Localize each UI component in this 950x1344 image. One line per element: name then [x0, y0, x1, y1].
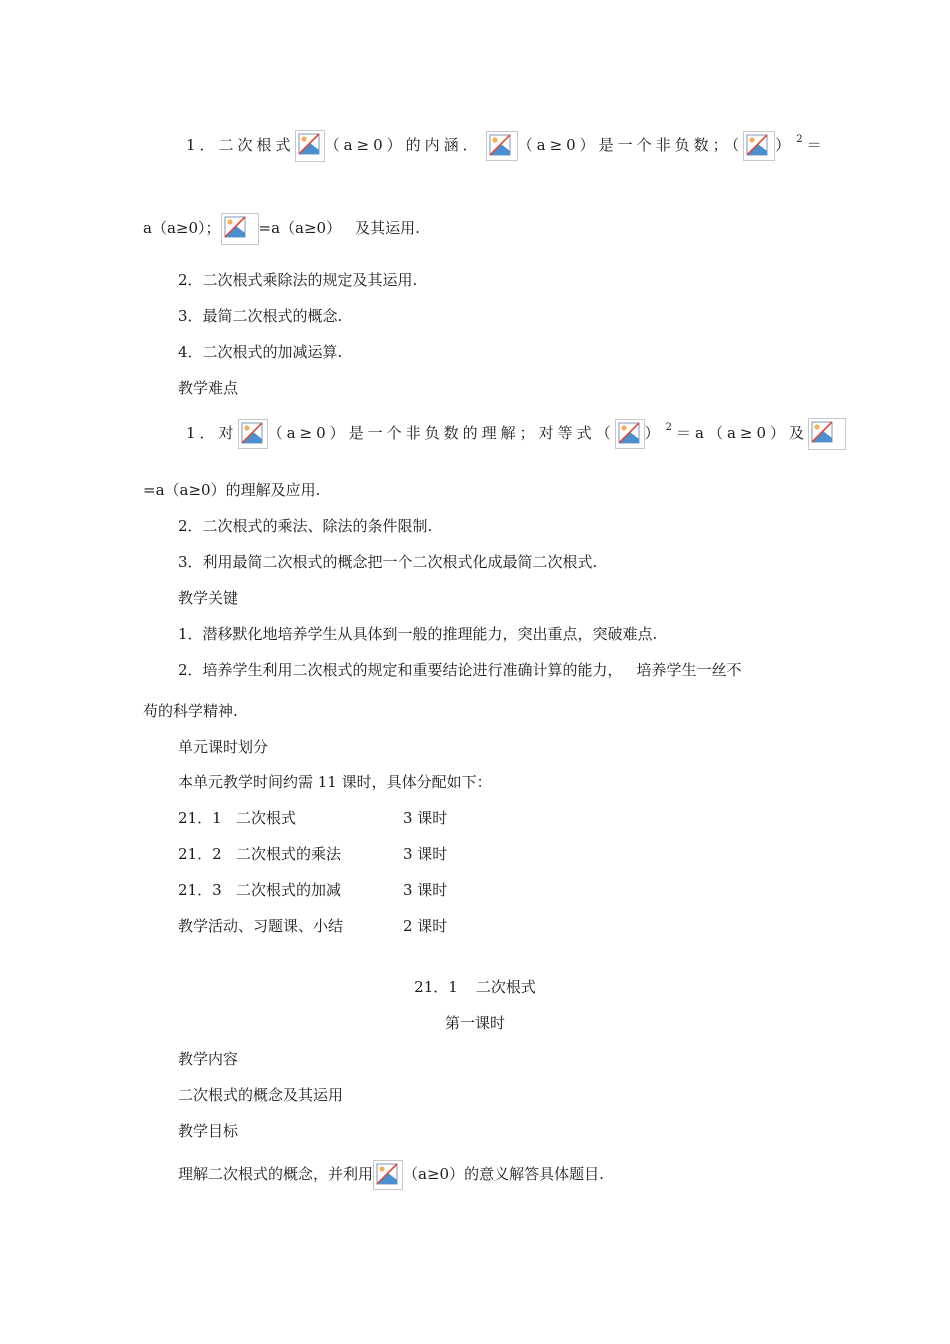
broken-image-icon	[295, 130, 325, 162]
section-title: 二次根式的加减	[236, 881, 342, 899]
broken-image-icon	[221, 213, 259, 245]
text: 培养学生一丝不	[636, 661, 742, 679]
section-heading-content: 教学内容	[178, 1050, 239, 1068]
key-item-2-continuation: 苟的科学精神.	[143, 702, 238, 720]
hours: 2 课时	[403, 917, 448, 935]
section-title: 教学活动、习题课、小结	[178, 917, 344, 935]
schedule-row	[178, 880, 447, 900]
text: （a≥0）是一个非负数的理解；对等式（	[267, 424, 615, 442]
schedule-row	[178, 916, 447, 936]
hours: 3 课时	[403, 809, 448, 827]
focus-item-1-continuation	[143, 213, 420, 245]
item-number: 1．	[186, 136, 219, 154]
text: 二次根式	[218, 136, 295, 154]
text: （a≥0）的内涵．	[324, 136, 482, 154]
text: 对	[218, 424, 238, 442]
text: （a≥0）的意义解答具体题目.	[403, 1165, 604, 1183]
lesson-goal	[178, 1160, 604, 1190]
key-item-1: 1．潜移默化地培养学生从具体到一般的推理能力，突出重点，突破难点.	[178, 625, 658, 643]
difficulty-item-1-line	[186, 418, 846, 450]
text: ＝a（a≥0）及	[676, 424, 809, 442]
difficulty-item-1-continuation: =a（a≥0）的理解及应用.	[143, 481, 321, 499]
text: ）	[775, 136, 795, 154]
section-heading-keys: 教学关键	[178, 589, 239, 607]
lesson-content: 二次根式的概念及其运用	[178, 1086, 344, 1104]
text: =a（a≥0）	[258, 219, 342, 237]
schedule-row	[178, 808, 447, 828]
superscript: 2	[796, 134, 807, 145]
section-heading-goals: 教学目标	[178, 1122, 239, 1140]
text: ＝	[806, 136, 826, 154]
broken-image-icon	[743, 131, 775, 161]
text: ）	[644, 424, 664, 442]
difficulty-item-3: 3．利用最简二次根式的概念把一个二次根式化成最简二次根式.	[178, 553, 598, 571]
schedule-intro: 本单元教学时间约需 11 课时，具体分配如下：	[178, 773, 492, 791]
focus-item-2: 2．二次根式乘除法的规定及其运用.	[178, 271, 418, 289]
broken-image-icon	[808, 418, 846, 450]
section-title: 二次根式的乘法	[236, 845, 342, 863]
broken-image-icon	[373, 1160, 403, 1190]
text: 及其运用.	[355, 219, 420, 237]
lesson-name: 二次根式	[475, 978, 536, 996]
section-number: 21．1	[178, 809, 222, 827]
broken-image-icon	[615, 419, 645, 449]
lesson-subtitle: 第一课时	[444, 1014, 505, 1032]
lesson-number: 21．1	[414, 978, 458, 996]
superscript: 2	[665, 422, 677, 433]
section-heading-difficulties: 教学难点	[178, 379, 239, 397]
key-item-2-line	[178, 660, 742, 680]
section-number: 21．2	[178, 845, 222, 863]
hours: 3 课时	[403, 845, 448, 863]
text: （a≥0）是一个非负数；（	[517, 136, 744, 154]
text: a（a≥0）；	[143, 219, 221, 237]
lesson-title	[0, 977, 950, 997]
broken-image-icon	[238, 419, 268, 449]
hours: 3 课时	[403, 881, 448, 899]
item-number: 1．	[186, 424, 219, 442]
broken-image-icon	[486, 131, 518, 161]
difficulty-item-2: 2．二次根式的乘法、除法的条件限制.	[178, 517, 433, 535]
section-heading-schedule: 单元课时划分	[178, 738, 269, 756]
focus-item-4: 4．二次根式的加减运算.	[178, 343, 343, 361]
focus-item-3: 3．最简二次根式的概念.	[178, 307, 343, 325]
focus-item-1-line	[186, 130, 826, 162]
section-number: 21．3	[178, 881, 222, 899]
section-title: 二次根式	[236, 809, 297, 827]
text: 2．培养学生利用二次根式的规定和重要结论进行准确计算的能力，	[178, 661, 623, 679]
schedule-row	[178, 844, 447, 864]
text: 理解二次根式的概念，并利用	[178, 1165, 374, 1183]
